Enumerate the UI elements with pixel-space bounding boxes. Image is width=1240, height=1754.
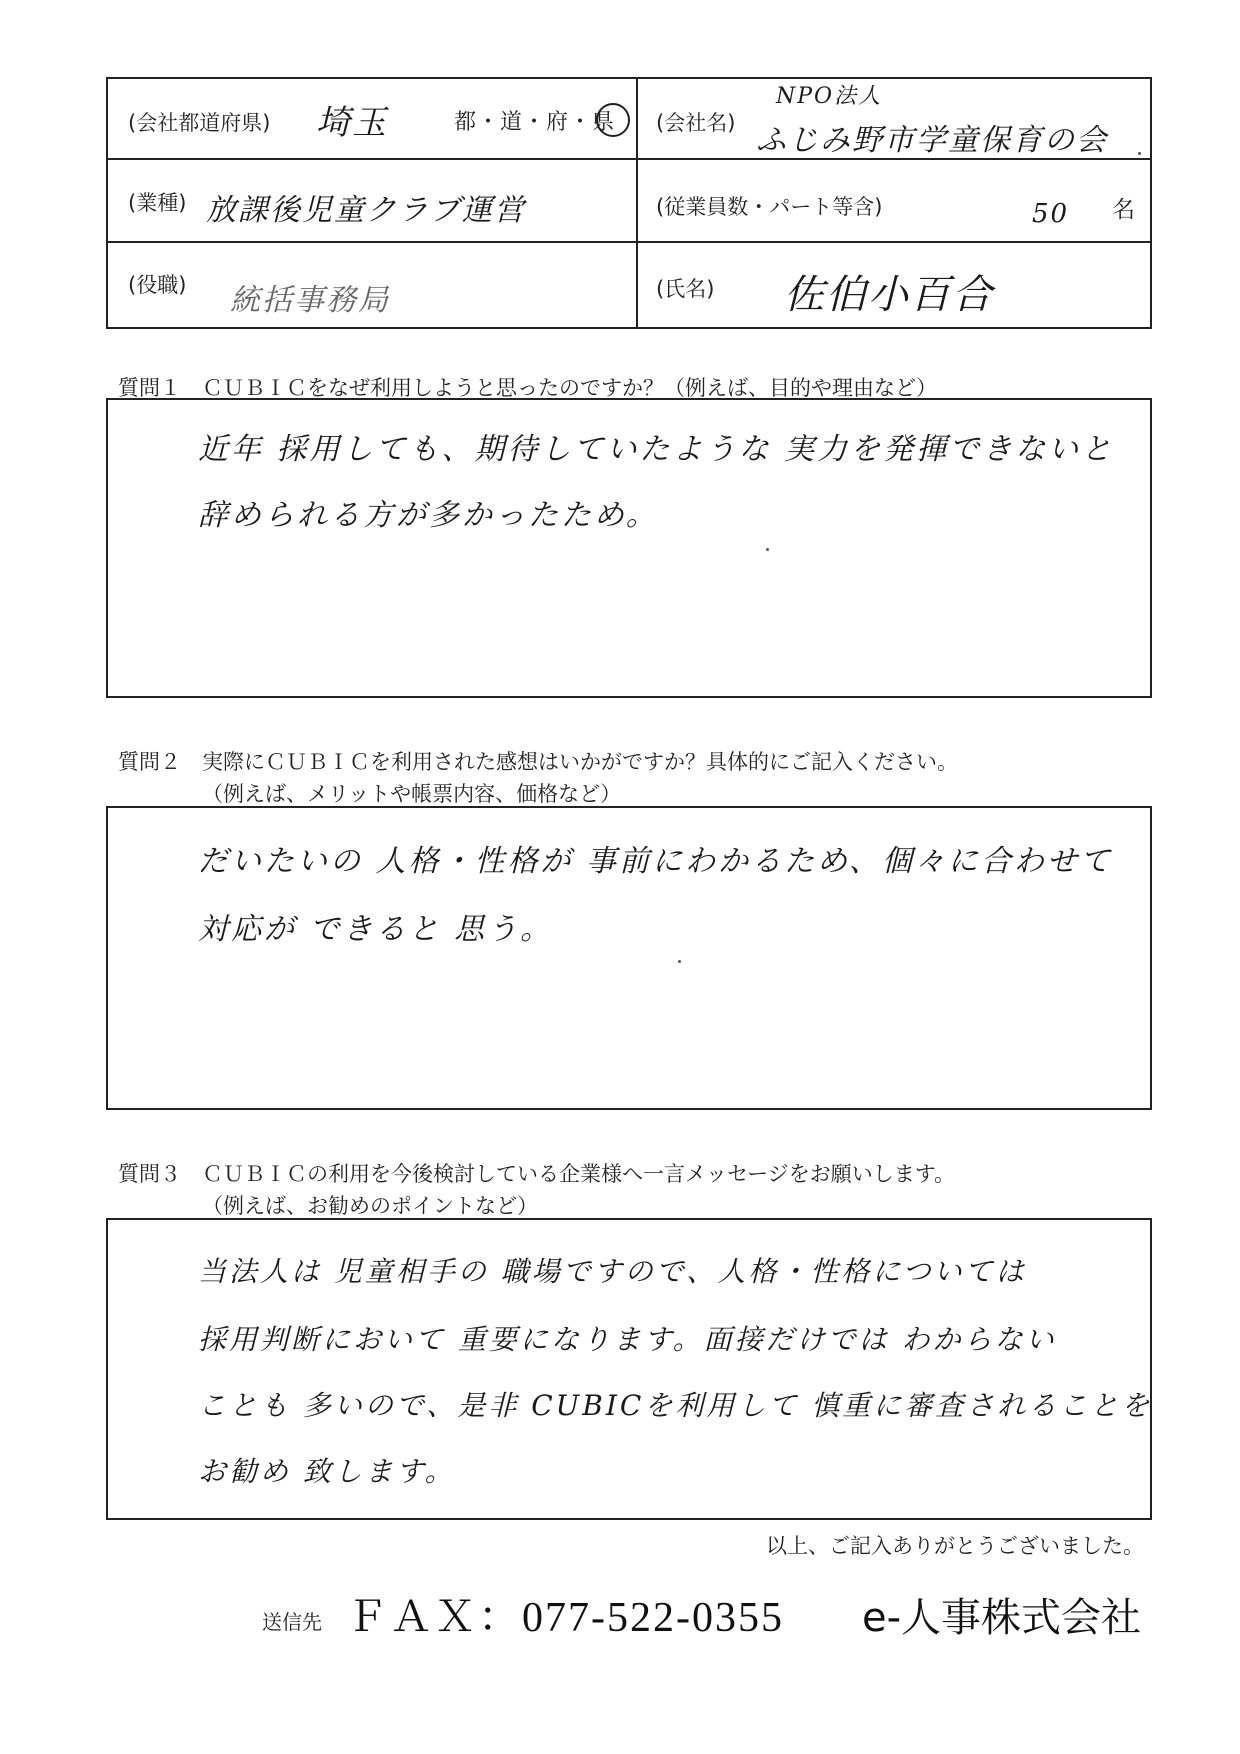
- fax-number: ＦＡＸ：077-522-0355: [346, 1595, 784, 1641]
- respondent-info-table: [106, 77, 1152, 329]
- question-1-answer-line: 近年 採用しても、期待していたような 実力を発揮できないと: [198, 432, 1115, 467]
- scan-speck: [678, 960, 681, 963]
- company-name: e-人事株式会社: [862, 1595, 1142, 1641]
- question-1-heading: 質問１ ＣＵＢＩＣをなぜ利用しようと思ったのですか？（例えば、目的や理由など）: [118, 376, 937, 400]
- company-value-line1: NPO法人: [776, 84, 883, 109]
- thanks-message: 以上、ご記入ありがとうございました。: [766, 1534, 1144, 1558]
- question-2-answer-line: だいたいの 人格・性格が 事前にわかるため、個々に合わせて: [198, 844, 1113, 879]
- prefecture-circle-mark: [596, 103, 630, 137]
- question-3-answer-line: お勧め 致します。: [198, 1455, 456, 1488]
- question-2-answer-box: [106, 806, 1152, 1110]
- table-divider-row2: [108, 241, 1150, 243]
- company-value-line2: ふじみ野市学童保育の会: [756, 123, 1108, 158]
- scan-speck: [766, 548, 769, 551]
- employees-unit: 名: [1112, 197, 1135, 223]
- prefecture-value: 埼玉: [316, 103, 388, 143]
- question-2-heading: 質問２ 実際にＣＵＢＩＣを利用された感想はいかがですか？具体的にご記入ください。: [118, 750, 958, 774]
- employees-value: 50: [1032, 199, 1070, 229]
- question-3-heading: 質問３ ＣＵＢＩＣの利用を今後検討している企業様へ一言メッセージをお願いします。: [118, 1162, 956, 1186]
- question-3-answer-line: 採用判断において 重要になります。面接だけでは わからない: [198, 1323, 1057, 1356]
- question-1-answer-line: 辞められる方が多かったため。: [198, 498, 659, 533]
- table-divider-vertical: [636, 79, 638, 327]
- question-3-subheading: （例えば、お勧めのポイントなど）: [202, 1194, 538, 1218]
- question-3-answer-line: 当法人は 児童相手の 職場ですので、人格・性格については: [198, 1255, 1027, 1288]
- name-value: 佐伯小百合: [784, 272, 994, 318]
- industry-label: (業種): [128, 191, 187, 215]
- question-2-answer-line: 対応が できると 思う。: [198, 912, 554, 947]
- company-label: (会社名): [656, 111, 736, 135]
- scan-speck: [1138, 152, 1141, 155]
- prefecture-suffix: 都・道・府・県: [454, 110, 616, 135]
- prefecture-label: (会社都道府県): [128, 111, 271, 135]
- question-2-subheading: （例えば、メリットや帳票内容、価格など）: [202, 782, 622, 806]
- fax-destination-label: 送信先: [262, 1610, 322, 1634]
- name-label: (氏名): [656, 277, 715, 301]
- question-1-answer-box: [106, 398, 1152, 698]
- position-value: 統括事務局: [230, 283, 390, 318]
- question-3-answer-line: ことも 多いので、是非 CUBICを利用して 慎重に審査されることを: [198, 1389, 1153, 1422]
- employees-label: (従業員数・パート等含): [656, 195, 883, 219]
- position-label: (役職): [128, 273, 187, 297]
- industry-value: 放課後児童クラブ運営: [206, 193, 526, 228]
- question-3-answer-box: [106, 1218, 1152, 1520]
